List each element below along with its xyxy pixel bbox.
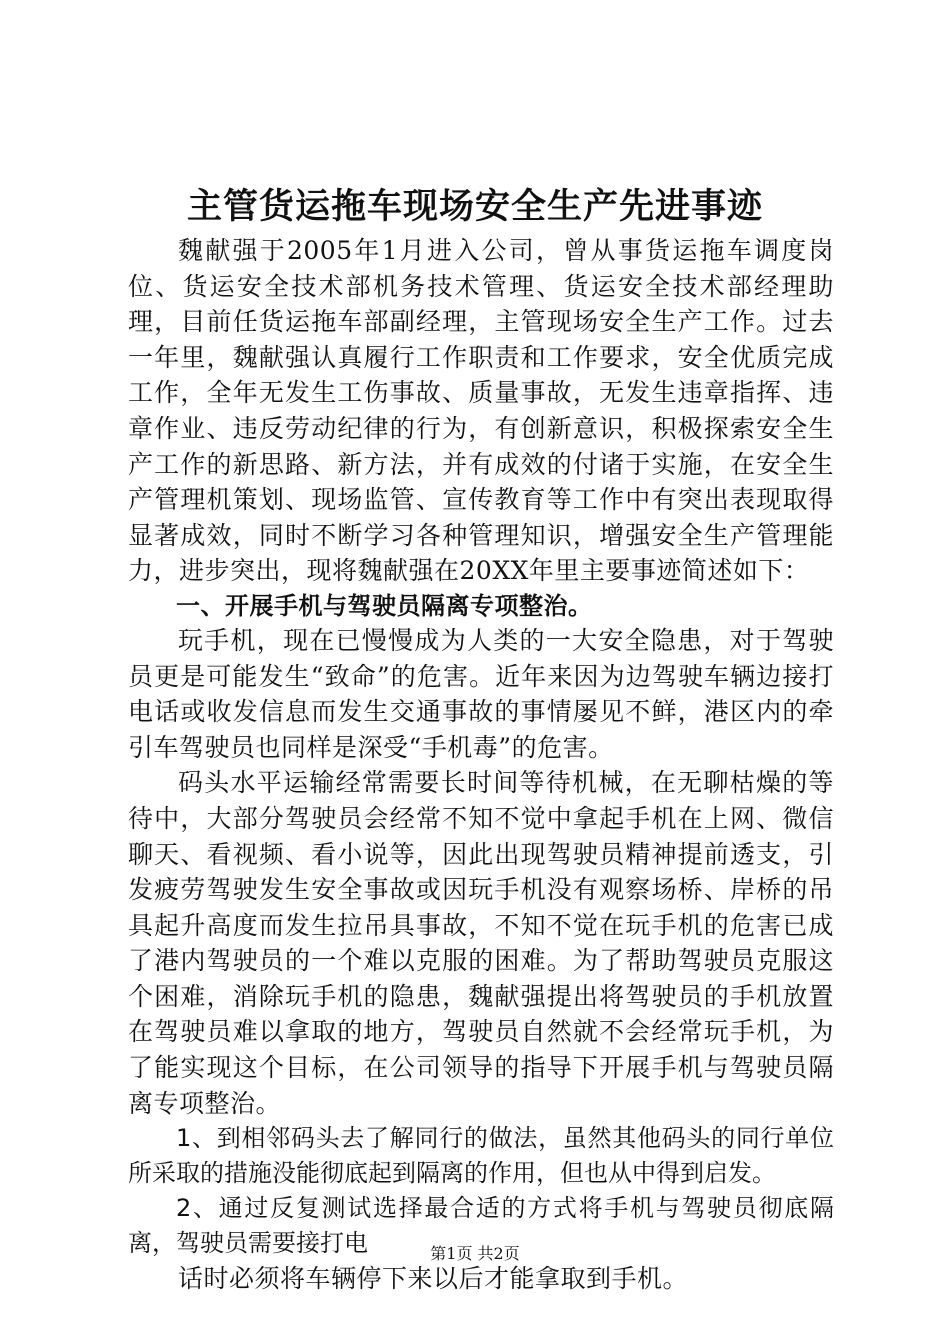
list-item-2: 2、通过反复测试选择最合适的方式将手机与驾驶员彻底隔离，驾驶员需要接打电 [128,1194,834,1258]
list-item-1: 1、到相邻码头去了解同行的做法，虽然其他码头的同行单位所采取的措施没能彻底起到隔离的作用，但也从中得到启发。 [128,1124,834,1188]
paragraph-intro: 魏献强于2005年1月进入公司，曾从事货运拖车调度岗位、货运安全技术部机务技术管理、货运安全技术部经理助理，目前任货运拖车部副经理，主管现场安全生产工作。过去一年里，魏献强认真履行工作职责和工作要求，安全优质完成工作，全年无发生工伤事故、质量事故，无发生违章指挥、违章作业、违反劳动纪律的行为，有创新意识，积极探索安全生产工作的新思路、新方法，并有成效的付诸于实施，在安全生产管理机策划、现场监管、宣传教育等工作中有突出表现取得显著成效，同时不断学习各种管理知识，增强安全生产管理能力，进步突出，现将魏献强在20XX年里主要事迹简述如下： [128,236,834,586]
section-heading: 一、开展手机与驾驶员隔离专项整治。 [176,591,593,620]
paragraph-phone-hazard: 玩手机，现在已慢慢成为人类的一大安全隐患，对于驾驶员更是可能发生“致命”的危害。近年来因为边驾驶车辆边接打电话或收发信息而发生交通事故的事情屡见不鲜，港区内的牵引车驾驶员也同样是深受“手机毒”的危害。 [128,625,834,762]
document-title: 主管货运拖车现场安全生产先进事迹 [186,186,763,227]
paragraph-continuation: 话时必须将车辆停下来以后才能拿取到手机。 [178,1264,689,1294]
document-body [128,233,834,1297]
paragraph-terminal-transport: 码头水平运输经常需要长时间等待机械，在无聊枯燥的等待中，大部分驾驶员会经常不知不觉中拿起手机在上网、微信聊天、看视频、看小说等，因此出现驾驶员精神提前透支，引发疲劳驾驶发生安全事故或因玩手机没有观察场桥、岸桥的吊具起升高度而发生拉吊具事故，不知不觉在玩手机的危害已成了港内驾驶员的一个难以克服的困难。为了帮助驾驶员克服这个困难，消除玩手机的隐患，魏献强提出将驾驶员的手机放置在驾驶员难以拿取的地方，驾驶员自然就不会经常玩手机，为了能实现这个目标，在公司领导的指导下开展手机与驾驶员隔离专项整治。 [128,768,834,1118]
page-footer: 第1页 共2页 [430,1244,520,1263]
